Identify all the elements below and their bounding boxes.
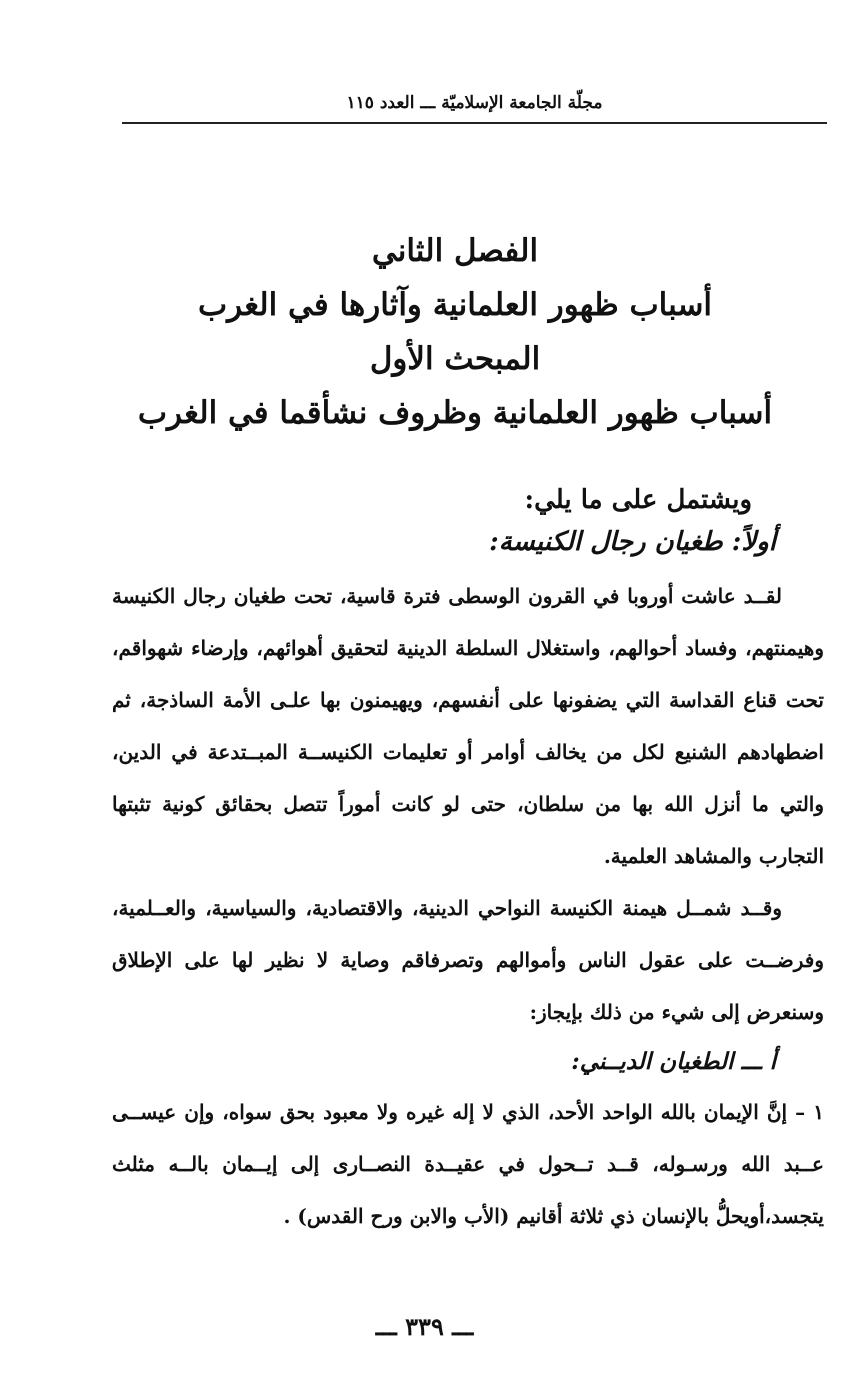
paragraph-church-tyranny: لقــد عاشت أوروبا في القرون الوسطى فترة قاسية، تحت طغيان رجال الكنيسة وهيمنتهم، وفساد أحوالهم، واستغلال السلطة الدينية لتحقيق أهوائهم، وإرضاء شهواقم، تحت قناع القداسة التي يضفونها على أنفسهم، ويهيمنون بها علـى الأمة الساذجة، ثم اضطهادهم الشنيع لكل من يخالف أوامر أو تعليمات الكنيســة المبــتدعة في الدين، والتي ما أنزل الله بها من سلطان، حتى لو كانت أموراً تتصل بحقائق كونية تثبتها التجارب والمشاهد العلمية. [112,584,824,868]
chapter-subtitle: أسباب ظهور العلمانية وآثارها في الغرب [197,287,713,323]
paragraph-church-dominance: وقــد شمــل هيمنة الكنيسة النواحي الدينية، والاقتصادية، والسياسية، والعــلمية، وفرضــت على عقول الناس وأموالهم وتصرفاقم وصاية لا نظير لها على الإطلاق وسنعرض إلى شيء من ذلك بإيجاز: [112,896,824,1024]
intro-line: ويشتمل على ما يلي: [524,485,752,515]
chapter-title: الفصل الثاني [371,233,539,269]
subheading-religious-tyranny: أ ـــ الطغيان الديــني: [571,1048,776,1075]
section-subtitle: أسباب ظهور العلمانية وظروف نشأقما في الغرب [137,395,773,431]
section-title: المبحث الأول [369,341,541,377]
body-text [112,480,824,1242]
running-header: مجلّة الجامعة الإسلاميّة ـــ العدد ١١٥ [122,88,827,124]
subheading-first: أولاً: طغيان رجال الكنيسة: [489,527,776,557]
page-number: ـــ ٣٣٩ ـــ [375,1312,474,1341]
chapter-headings [110,224,800,440]
paragraph-faith-change: ١ – إنَّ الإيمان بالله الواحد الأحد، الذي لا إله غيره ولا معبود بحق سواه، وإن عيســى عــبد الله ورسـوله، قــد تــحول في عقيــدة النصــارى إلى إيــمان بالــه مثلث يتجسد،أويحلُّ بالإنسان ذي ثلاثة أقانيم (الأب والابن ورح القدس) . [112,1100,824,1228]
